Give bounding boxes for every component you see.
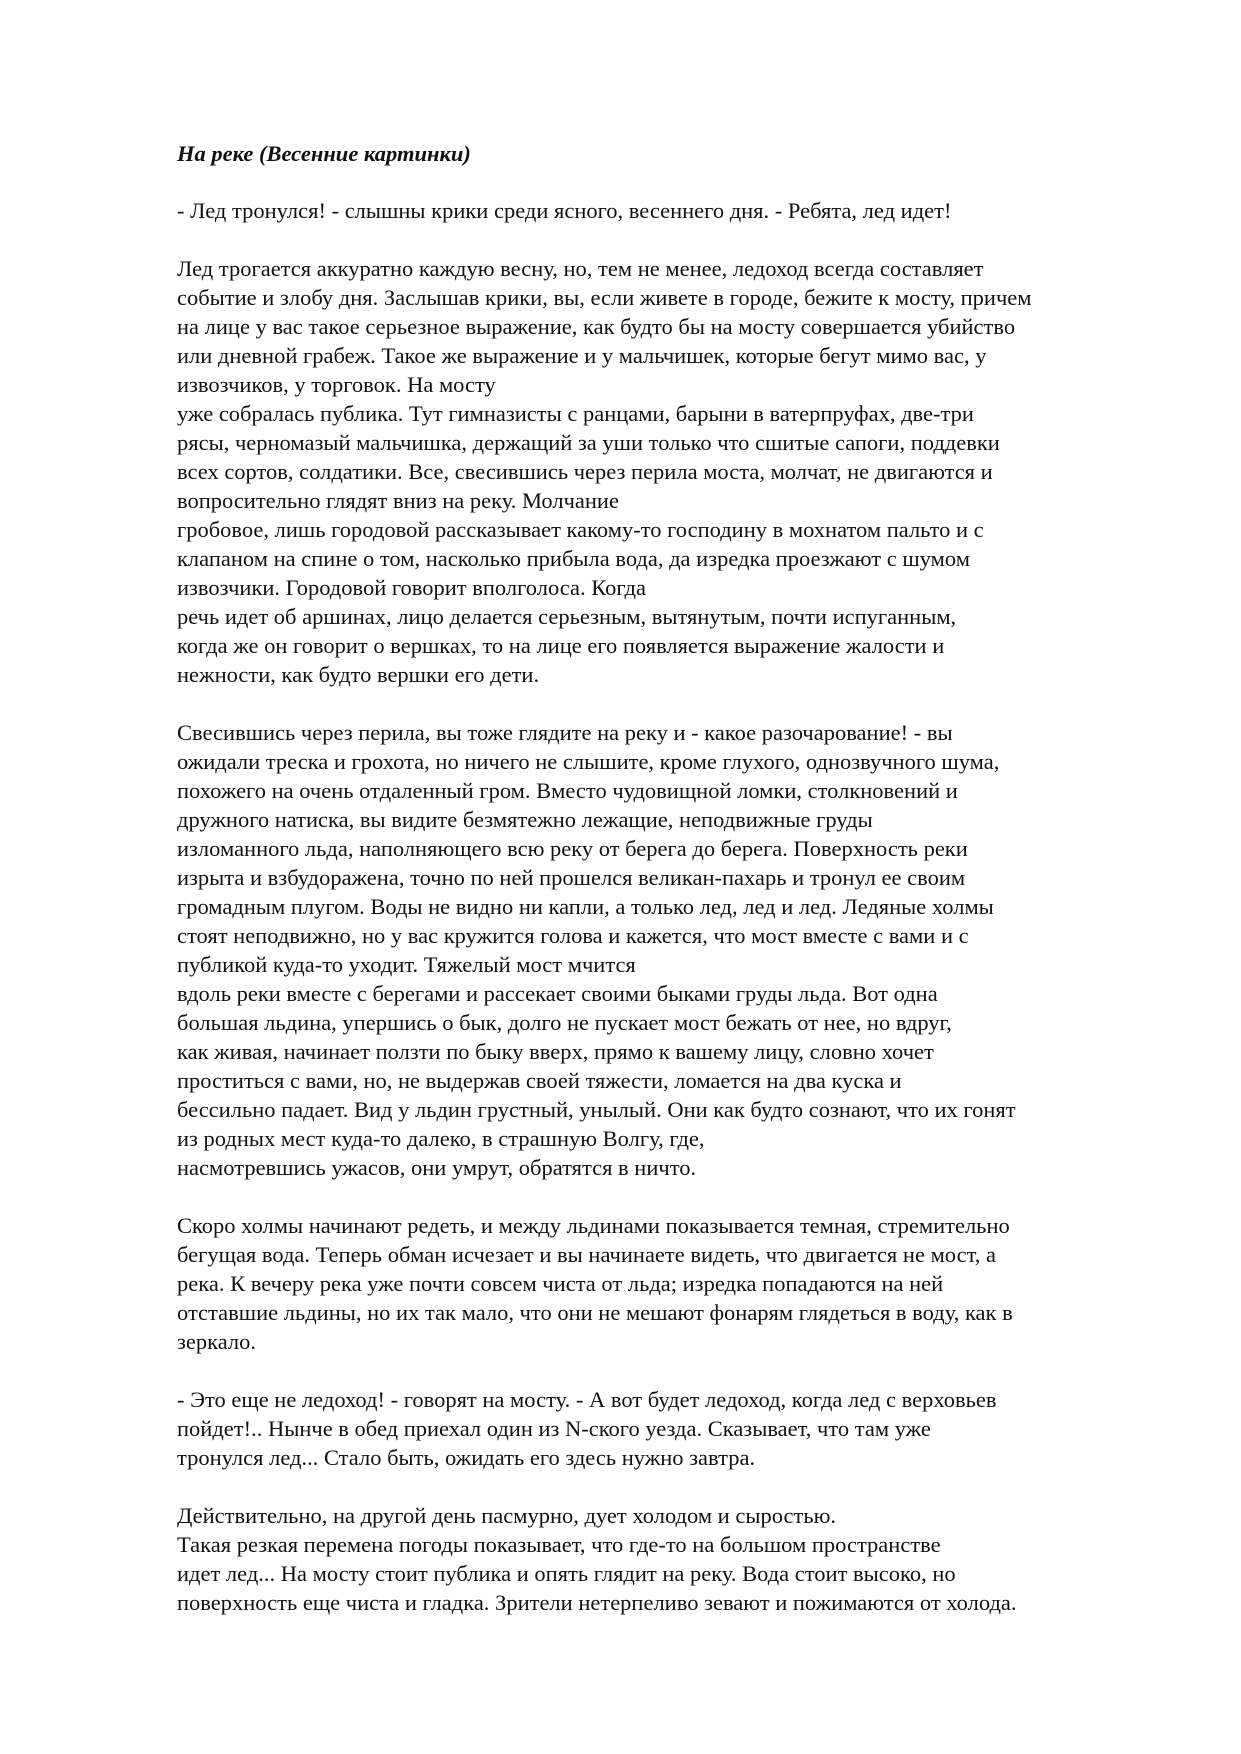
text-line: дружного натиска, вы видите безмятежно лежащие, неподвижные груды — [177, 807, 873, 832]
text-line: тронулся лед... Стало быть, ожидать его здесь нужно завтра. — [177, 1445, 756, 1470]
text-line: нежности, как будто вершки его дети. — [177, 662, 540, 687]
text-line: клапаном на спине о том, насколько прибыла вода, да изредка проезжают с шумом — [177, 546, 970, 571]
text-line: бессильно падает. Вид у льдин грустный, унылый. Они как будто сознают, что их гонят — [177, 1097, 1016, 1122]
text-line: стоят неподвижно, но у вас кружится голова и кажется, что мост вместе с вами и с — [177, 923, 969, 948]
text-line: зеркало. — [177, 1329, 257, 1354]
paragraph — [177, 1385, 1167, 1472]
text-line: идет лед... На мосту стоит публика и опять глядит на реку. Вода стоит высоко, но — [177, 1561, 956, 1586]
text-line: Свесившись через перила, вы тоже глядите на реку и - какое разочарование! - вы — [177, 720, 953, 745]
text-line: Действительно, на другой день пасмурно, дует холодом и сыростью. — [177, 1503, 837, 1528]
text-line: бегущая вода. Теперь обман исчезает и вы начинаете видеть, что двигается не мост, а — [177, 1242, 996, 1267]
text-line: гробовое, лишь городовой рассказывает какому-то господину в мохнатом пальто и с — [177, 517, 984, 542]
text-line: река. К вечеру река уже почти совсем чиста от льда; изредка попадаются на ней — [177, 1271, 944, 1296]
text-line: извозчики. Городовой говорит вполголоса. Когда — [177, 575, 646, 600]
text-line: публикой куда-то уходит. Тяжелый мост мчится — [177, 952, 636, 977]
text-line: поверхность еще чиста и гладка. Зрители нетерпеливо зевают и пожимаются от холода. — [177, 1590, 1017, 1615]
text-line: похожего на очень отдаленный гром. Вместо чудовищной ломки, столкновений и — [177, 778, 958, 803]
text-line: вопросительно глядят вниз на реку. Молчание — [177, 488, 619, 513]
document-body — [177, 196, 1167, 1617]
text-line: Такая резкая перемена погоды показывает, что где-то на большом пространстве — [177, 1532, 941, 1557]
text-line: Скоро холмы начинают редеть, и между льдинами показывается темная, стремительно — [177, 1213, 1010, 1238]
text-line: уже собралась публика. Тут гимназисты с ранцами, барыни в ватерпруфах, две-три — [177, 401, 974, 426]
text-line: или дневной грабеж. Такое же выражение и у мальчишек, которые бегут мимо вас, у — [177, 343, 987, 368]
text-line: речь идет об аршинах, лицо делается серьезным, вытянутым, почти испуганным, — [177, 604, 957, 629]
paragraph — [177, 196, 1167, 225]
text-line: всех сортов, солдатики. Все, свесившись через перила моста, молчат, не двигаются и — [177, 459, 993, 484]
text-line: рясы, черномазый мальчишка, держащий за уши только что сшитые сапоги, поддевки — [177, 430, 1000, 455]
paragraph — [177, 1501, 1167, 1617]
paragraph — [177, 718, 1167, 1182]
text-line: Лед трогается аккуратно каждую весну, но, тем не менее, ледоход всегда составляет — [177, 256, 984, 281]
text-line: - Лед тронулся! - слышны крики среди ясного, весеннего дня. - Ребята, лед идет! — [177, 198, 952, 223]
text-line: из родных мест куда-то далеко, в страшную Волгу, где, — [177, 1126, 705, 1151]
text-line: - Это еще не ледоход! - говорят на мосту. - А вот будет ледоход, когда лед с верховьев — [177, 1387, 997, 1412]
text-line: когда же он говорит о вершках, то на лице его появляется выражение жалости и — [177, 633, 945, 658]
text-line: вдоль реки вместе с берегами и рассекает своими быками груды льда. Вот одна — [177, 981, 938, 1006]
text-line: насмотревшись ужасов, они умрут, обратятся в ничто. — [177, 1155, 697, 1180]
paragraph — [177, 254, 1167, 689]
text-line: пойдет!.. Нынче в обед приехал один из N-ского уезда. Сказывает, что там уже — [177, 1416, 931, 1441]
text-line: отставшие льдины, но их так мало, что они не мешают фонарям глядеться в воду, как в — [177, 1300, 1013, 1325]
text-line: ожидали треска и грохота, но ничего не слышите, кроме глухого, однозвучного шума, — [177, 749, 1000, 774]
text-line: как живая, начинает ползти по быку вверх, прямо к вашему лицу, словно хочет — [177, 1039, 934, 1064]
text-line: изрыта и взбудоражена, точно по ней прошелся великан-пахарь и тронул ее своим — [177, 865, 966, 890]
text-line: громадным плугом. Воды не видно ни капли, а только лед, лед и лед. Ледяные холмы — [177, 894, 994, 919]
text-line: изломанного льда, наполняющего всю реку от берега до берега. Поверхность реки — [177, 836, 968, 861]
text-line: большая льдина, упершись о бык, долго не пускает мост бежать от нее, но вдруг, — [177, 1010, 952, 1035]
text-line: событие и злобу дня. Заслышав крики, вы, если живете в городе, бежите к мосту, причем — [177, 285, 1032, 310]
document-title: На реке (Весенние картинки) — [177, 141, 471, 166]
document-page — [177, 139, 1167, 1646]
text-line: на лице у вас такое серьезное выражение, как будто бы на мосту совершается убийство — [177, 314, 1016, 339]
text-line: извозчиков, у торговок. На мосту — [177, 372, 496, 397]
text-line: проститься с вами, но, не выдержав своей тяжести, ломается на два куска и — [177, 1068, 902, 1093]
paragraph — [177, 1211, 1167, 1356]
